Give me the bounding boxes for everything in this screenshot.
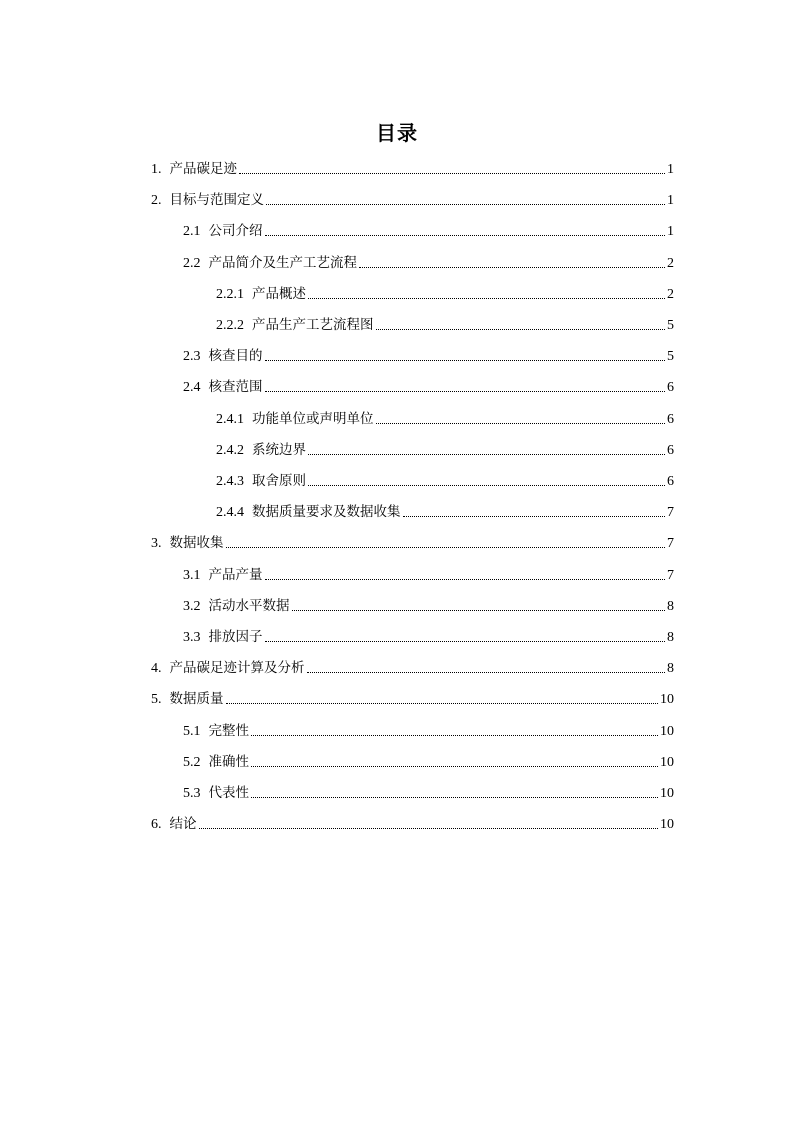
toc-entry[interactable] bbox=[183, 778, 674, 809]
toc-dot-leader bbox=[307, 672, 666, 673]
toc-entry[interactable] bbox=[151, 809, 674, 840]
toc-entry-page-number: 10 bbox=[660, 786, 674, 801]
toc-dot-leader bbox=[199, 828, 659, 829]
toc-entry-number: 6. bbox=[151, 817, 162, 833]
toc-dot-leader bbox=[292, 610, 666, 611]
toc-entry-page-number: 7 bbox=[667, 536, 674, 552]
toc-entry-title: 核查范围 bbox=[208, 379, 263, 396]
toc-entry-title: 排放因子 bbox=[208, 629, 263, 645]
toc-entry[interactable] bbox=[216, 435, 674, 466]
toc-entry-number: 2.4.2 bbox=[216, 442, 244, 458]
toc-entry-number: 2. bbox=[151, 193, 162, 209]
toc-entry-title: 核查目的 bbox=[208, 348, 263, 365]
toc-entry[interactable] bbox=[216, 466, 674, 497]
toc-entry-title: 完整性 bbox=[208, 722, 249, 739]
toc-dot-leader bbox=[265, 235, 666, 236]
toc-entry-page-number: 8 bbox=[667, 630, 674, 645]
toc-entry-title: 结论 bbox=[169, 816, 197, 833]
toc-entry-title: 公司介绍 bbox=[208, 223, 263, 240]
toc-entry[interactable] bbox=[183, 622, 674, 653]
toc-entry-number: 2.4.1 bbox=[216, 411, 244, 427]
toc-entry-page-number: 6 bbox=[667, 380, 674, 396]
toc-entry-number: 5.1 bbox=[183, 723, 201, 739]
toc-entry-title: 产品简介及生产工艺流程 bbox=[208, 254, 357, 271]
toc-entry-page-number: 1 bbox=[667, 224, 674, 240]
toc-dot-leader bbox=[265, 391, 666, 392]
toc-dot-leader bbox=[308, 485, 665, 486]
toc-entry-page-number: 2 bbox=[667, 255, 674, 271]
toc-entry[interactable] bbox=[183, 248, 674, 279]
toc-entry-number: 2.2.2 bbox=[216, 318, 244, 333]
toc-entry-number: 2.4 bbox=[183, 380, 201, 396]
toc-entry[interactable] bbox=[216, 497, 674, 528]
toc-entry-page-number: 8 bbox=[667, 598, 674, 614]
toc-dot-leader bbox=[265, 641, 666, 642]
toc-entry-number: 2.4.4 bbox=[216, 505, 244, 521]
toc-entry[interactable] bbox=[183, 591, 674, 622]
toc-dot-leader bbox=[265, 360, 666, 361]
toc-entry[interactable] bbox=[183, 747, 674, 778]
toc-entry-page-number: 5 bbox=[667, 349, 674, 365]
toc-dot-leader bbox=[239, 173, 665, 174]
toc-entry-number: 2.1 bbox=[183, 224, 201, 240]
toc-dot-leader bbox=[251, 797, 658, 798]
toc-entry-number: 2.2 bbox=[183, 255, 201, 271]
toc-entry[interactable] bbox=[151, 528, 674, 559]
toc-entry-page-number: 10 bbox=[660, 692, 674, 708]
toc-entry-title: 产品碳足迹 bbox=[169, 161, 237, 177]
toc-entry-page-number: 8 bbox=[667, 661, 674, 677]
toc-entry-page-number: 10 bbox=[660, 754, 674, 770]
toc-entry-number: 3. bbox=[151, 536, 162, 552]
toc-entry-number: 2.4.3 bbox=[216, 474, 244, 489]
toc-entry[interactable] bbox=[151, 185, 674, 216]
toc-entry-title: 产品概述 bbox=[252, 285, 306, 302]
toc-entry[interactable] bbox=[183, 341, 674, 372]
toc-entry-page-number: 2 bbox=[667, 286, 674, 302]
toc-entry[interactable] bbox=[151, 684, 674, 715]
toc-entry-number: 5.2 bbox=[183, 754, 201, 770]
toc-entry-page-number: 10 bbox=[660, 817, 674, 833]
toc-dot-leader bbox=[376, 423, 666, 424]
toc-entry-title: 目标与范围定义 bbox=[169, 192, 264, 209]
toc-dot-leader bbox=[403, 516, 666, 517]
toc-dot-leader bbox=[266, 204, 665, 205]
toc-entry-title: 产品生产工艺流程图 bbox=[252, 317, 374, 333]
toc-entry-number: 5. bbox=[151, 692, 162, 708]
toc-entry-title: 代表性 bbox=[208, 785, 249, 801]
toc-entry-number: 3.2 bbox=[183, 598, 201, 614]
toc-dot-leader bbox=[376, 329, 666, 330]
toc-dot-leader bbox=[265, 579, 666, 580]
toc-entry-page-number: 6 bbox=[667, 442, 674, 458]
toc-entry[interactable] bbox=[151, 653, 674, 684]
toc-entry-title: 功能单位或声明单位 bbox=[252, 410, 374, 427]
toc-entry-title: 取舍原则 bbox=[252, 473, 306, 489]
toc-entry-title: 产品碳足迹计算及分析 bbox=[169, 660, 305, 677]
toc-dot-leader bbox=[251, 766, 658, 767]
toc-entry-page-number: 1 bbox=[667, 193, 674, 209]
toc-entry-number: 5.3 bbox=[183, 786, 201, 801]
toc-entry-title: 产品产量 bbox=[208, 566, 263, 583]
toc-entry-number: 3.3 bbox=[183, 630, 201, 645]
toc-entry-title: 数据收集 bbox=[169, 535, 224, 552]
toc-dot-leader bbox=[308, 298, 665, 299]
toc-entry[interactable] bbox=[183, 216, 674, 247]
toc-entry-number: 2.3 bbox=[183, 349, 201, 365]
toc-entry-number: 4. bbox=[151, 661, 162, 677]
toc-entry-number: 3.1 bbox=[183, 567, 201, 583]
toc-dot-leader bbox=[359, 267, 665, 268]
toc-entry-page-number: 7 bbox=[667, 505, 674, 521]
toc-entry-page-number: 7 bbox=[667, 567, 674, 583]
toc-entry[interactable] bbox=[151, 154, 674, 185]
toc-entry-page-number: 5 bbox=[667, 318, 674, 333]
toc-entry-title: 系统边界 bbox=[252, 441, 306, 458]
toc-entry-title: 准确性 bbox=[208, 753, 249, 770]
toc-entry-page-number: 1 bbox=[667, 162, 674, 177]
toc-entry-number: 2.2.1 bbox=[216, 286, 244, 302]
toc-entry[interactable] bbox=[183, 372, 674, 403]
toc-entry-title: 活动水平数据 bbox=[208, 597, 290, 614]
toc-entry-page-number: 6 bbox=[667, 474, 674, 489]
toc-entry-number: 1. bbox=[151, 162, 162, 177]
toc-entry[interactable] bbox=[216, 279, 674, 310]
toc-entry-page-number: 10 bbox=[660, 723, 674, 739]
toc-entry[interactable] bbox=[183, 560, 674, 591]
toc-dot-leader bbox=[308, 454, 665, 455]
toc-entry[interactable] bbox=[216, 404, 674, 435]
toc-entry-page-number: 6 bbox=[667, 411, 674, 427]
toc-entry-title: 数据质量 bbox=[169, 691, 224, 708]
toc-dot-leader bbox=[226, 703, 659, 704]
toc-entry[interactable] bbox=[183, 716, 674, 747]
toc-entry[interactable] bbox=[216, 310, 674, 341]
toc-dot-leader bbox=[251, 735, 658, 736]
toc-entry-title: 数据质量要求及数据收集 bbox=[252, 504, 401, 521]
toc-title: 目录 bbox=[376, 121, 418, 145]
toc-dot-leader bbox=[226, 547, 666, 548]
